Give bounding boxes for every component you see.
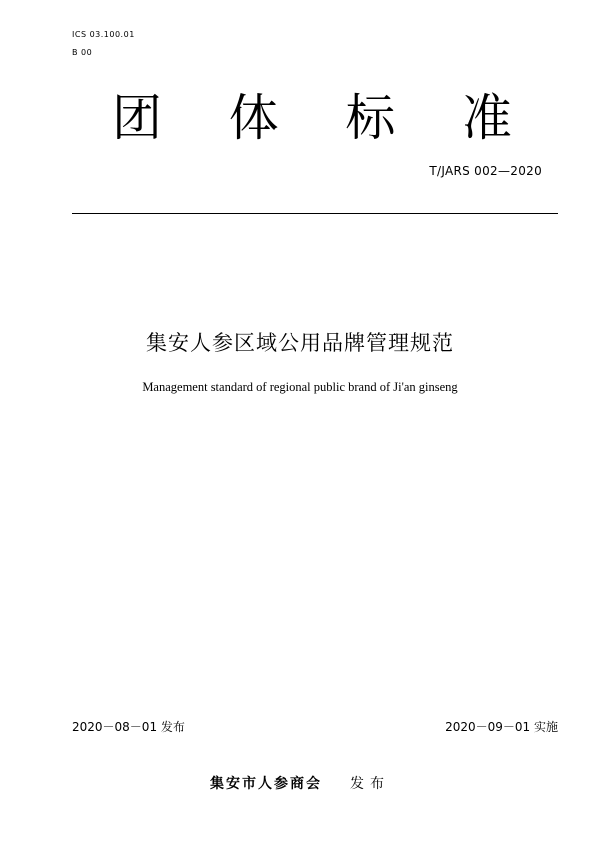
- publisher-action: 发布: [350, 776, 390, 792]
- document-type-char-4: 准: [461, 89, 512, 147]
- document-type-char-1: 团: [112, 89, 162, 147]
- document-type-char-2: 体: [228, 89, 279, 147]
- publisher-organization: 集安市人参商会: [210, 776, 322, 792]
- ccs-code: B 00: [72, 48, 93, 57]
- standard-number: T/JARS 002—2020: [429, 164, 542, 178]
- header-divider: [72, 213, 558, 214]
- document-type-heading: [112, 88, 512, 148]
- title-english: Management standard of regional public brand of Ji'an ginseng: [142, 380, 458, 394]
- implementation-date: 2020－09－01 实施: [445, 720, 558, 734]
- document-type-char-3: 标: [345, 89, 396, 147]
- issue-date: 2020－08－01 发布: [72, 720, 185, 734]
- title-chinese: 集安人参区域公用品牌管理规范: [146, 331, 454, 355]
- ics-code: ICS 03.100.01: [72, 30, 135, 39]
- publisher-line: [0, 773, 600, 793]
